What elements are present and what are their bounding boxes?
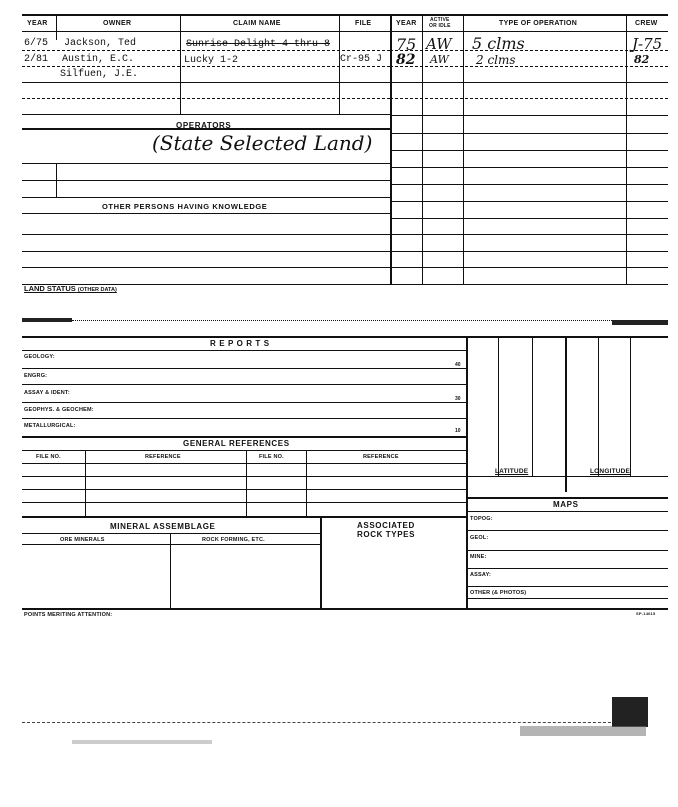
row-line xyxy=(466,598,668,599)
col-divider xyxy=(56,163,57,197)
col-divider xyxy=(422,14,423,284)
scan-line xyxy=(22,722,636,723)
report-assay-num: 30 xyxy=(455,396,461,402)
grid-line xyxy=(498,336,499,476)
row-line xyxy=(22,516,466,518)
col-divider xyxy=(320,516,322,608)
header-underline xyxy=(22,31,668,32)
claim-2-file: Cr-95 J xyxy=(340,54,383,65)
op-2-year: 82 xyxy=(396,52,416,68)
scan-mark xyxy=(612,320,668,325)
row-line xyxy=(72,320,612,321)
row-line xyxy=(22,489,466,490)
row-line xyxy=(390,284,668,285)
assoc-label-1: ASSOCIATED xyxy=(357,521,415,530)
report-engrg: ENGRG: xyxy=(24,373,48,379)
report-geology: GEOLOGY: xyxy=(24,354,55,360)
col-divider xyxy=(306,450,307,516)
reports-top-border xyxy=(22,336,668,338)
row-line xyxy=(22,98,390,99)
row-line xyxy=(22,533,320,534)
reports-title: R E P O R T S xyxy=(210,339,270,348)
scan-block xyxy=(612,697,648,727)
col-divider xyxy=(246,450,247,516)
scan-noise xyxy=(520,726,646,736)
land-status-sub: (OTHER DATA) xyxy=(77,287,117,293)
row-line xyxy=(390,184,668,185)
col-divider xyxy=(85,450,86,516)
row-line xyxy=(22,251,390,252)
row-line xyxy=(22,66,390,67)
row-line xyxy=(390,150,668,151)
land-status-label xyxy=(24,284,117,293)
claim-1-year: 6/75 xyxy=(24,38,49,49)
form-number: SP-14615 xyxy=(636,611,656,616)
maps-topog: TOPOG: xyxy=(470,516,493,522)
row-line xyxy=(390,267,668,268)
row-line xyxy=(390,98,668,99)
row-line xyxy=(22,463,466,464)
row-line xyxy=(390,234,668,235)
operators-note: (State Selected Land) xyxy=(152,131,373,155)
row-line xyxy=(390,66,668,67)
row-line xyxy=(466,550,668,551)
col-divider xyxy=(180,14,181,114)
header-or-idle: OR IDLE xyxy=(429,23,451,29)
row-line xyxy=(22,402,466,403)
grid-line xyxy=(565,336,567,492)
op-2-type: 2 clms xyxy=(476,53,516,67)
report-geophys: GEOPHYS. & GEOCHEM: xyxy=(24,407,94,413)
grid-line xyxy=(630,336,631,476)
maps-other: OTHER (& PHOTOS) xyxy=(470,590,527,596)
report-metallurgical: METALLURGICAL: xyxy=(24,423,76,429)
ref-file-no-1: FILE NO. xyxy=(36,454,61,460)
row-line xyxy=(22,82,390,83)
row-line xyxy=(466,476,668,477)
row-line xyxy=(22,50,390,51)
ref-reference-1: REFERENCE xyxy=(145,454,181,460)
claim-2-year: 2/81 xyxy=(24,54,49,65)
row-line xyxy=(22,114,390,115)
longitude-label: LONGITUDE xyxy=(590,468,631,475)
claim-1-claim-name: Sunrise Delight 4 thru 8 xyxy=(186,39,331,50)
claim-2-owner: Austin, E.C. xyxy=(62,54,135,65)
mineral-title: MINERAL ASSEMBLAGE xyxy=(110,522,216,531)
row-line xyxy=(22,197,390,198)
row-line xyxy=(22,418,466,419)
header-active: ACTIVE xyxy=(430,17,450,23)
row-line xyxy=(390,82,668,83)
grid-line xyxy=(532,336,533,476)
row-line xyxy=(390,133,668,134)
row-line xyxy=(22,384,466,385)
claim-2-claim-name: Lucky 1-2 xyxy=(184,55,239,66)
row-line xyxy=(390,115,668,116)
header-file: FILE xyxy=(355,20,372,27)
row-line xyxy=(390,251,668,252)
assoc-label-2: ROCK TYPES xyxy=(357,530,416,539)
op-1-type: 5 clms xyxy=(472,34,525,53)
row-line xyxy=(466,568,668,569)
top-border xyxy=(22,14,668,16)
points-meriting-label: POINTS MERITING ATTENTION: xyxy=(24,612,113,618)
report-assay: ASSAY & IDENT: xyxy=(24,390,70,396)
op-1-crew: J-75 xyxy=(632,35,663,53)
row-line xyxy=(22,180,390,181)
row-line xyxy=(22,163,390,164)
report-metallurgical-num: 10 xyxy=(455,428,461,434)
header-crew: CREW xyxy=(635,20,658,27)
row-line xyxy=(22,544,320,545)
form-bottom-border xyxy=(22,608,668,610)
row-line xyxy=(466,511,668,512)
scan-noise xyxy=(72,740,212,744)
header-owner: OWNER xyxy=(103,20,132,27)
row-line xyxy=(390,50,668,51)
row-line xyxy=(466,586,668,587)
general-refs-border xyxy=(22,436,466,438)
header-type-of-operation: TYPE OF OPERATION xyxy=(499,20,578,27)
claim-1-owner: Jackson, Ted xyxy=(64,38,137,49)
op-1-status: AW xyxy=(426,35,452,53)
row-line xyxy=(390,167,668,168)
ref-reference-2: REFERENCE xyxy=(363,454,399,460)
maps-mine: MINE: xyxy=(470,554,487,560)
latitude-label: LATITUDE xyxy=(495,468,529,475)
col-divider xyxy=(56,14,57,40)
ref-file-no-2: FILE NO. xyxy=(259,454,284,460)
maps-title: MAPS xyxy=(553,500,579,509)
maps-border xyxy=(466,497,668,499)
row-line xyxy=(22,368,466,369)
op-1-year: 75 xyxy=(396,35,417,54)
col-divider xyxy=(390,14,392,284)
op-2-status: AW xyxy=(430,53,449,66)
ore-minerals-label: ORE MINERALS xyxy=(60,537,105,543)
row-line xyxy=(466,530,668,531)
row-line xyxy=(22,450,466,451)
rock-forming-label: ROCK FORMING, ETC. xyxy=(202,537,265,543)
col-divider xyxy=(626,14,627,284)
header-claim-name: CLAIM NAME xyxy=(233,20,281,27)
header-year: YEAR xyxy=(27,20,48,27)
maps-assay: ASSAY: xyxy=(470,572,492,578)
grid-line xyxy=(598,336,599,476)
operators-label: OPERATORS xyxy=(176,121,232,130)
row-line xyxy=(22,213,390,214)
col-divider xyxy=(463,14,464,284)
row-line xyxy=(22,267,390,268)
claim-3-owner: Silfuen, J.E. xyxy=(60,69,139,80)
other-persons-label: OTHER PERSONS HAVING KNOWLEDGE xyxy=(102,202,268,211)
op-2-crew: 82 xyxy=(634,53,650,66)
scan-mark xyxy=(22,318,72,322)
row-line xyxy=(22,234,390,235)
maps-geol: GEOL: xyxy=(470,535,489,541)
row-line xyxy=(22,476,466,477)
row-line xyxy=(22,350,466,351)
land-status-title: LAND STATUS xyxy=(24,284,76,293)
row-line xyxy=(22,502,466,503)
row-line xyxy=(390,218,668,219)
report-geology-num: 40 xyxy=(455,362,461,368)
row-line xyxy=(390,201,668,202)
general-refs-title: GENERAL REFERENCES xyxy=(183,439,290,448)
header-year-2: YEAR xyxy=(396,20,417,27)
